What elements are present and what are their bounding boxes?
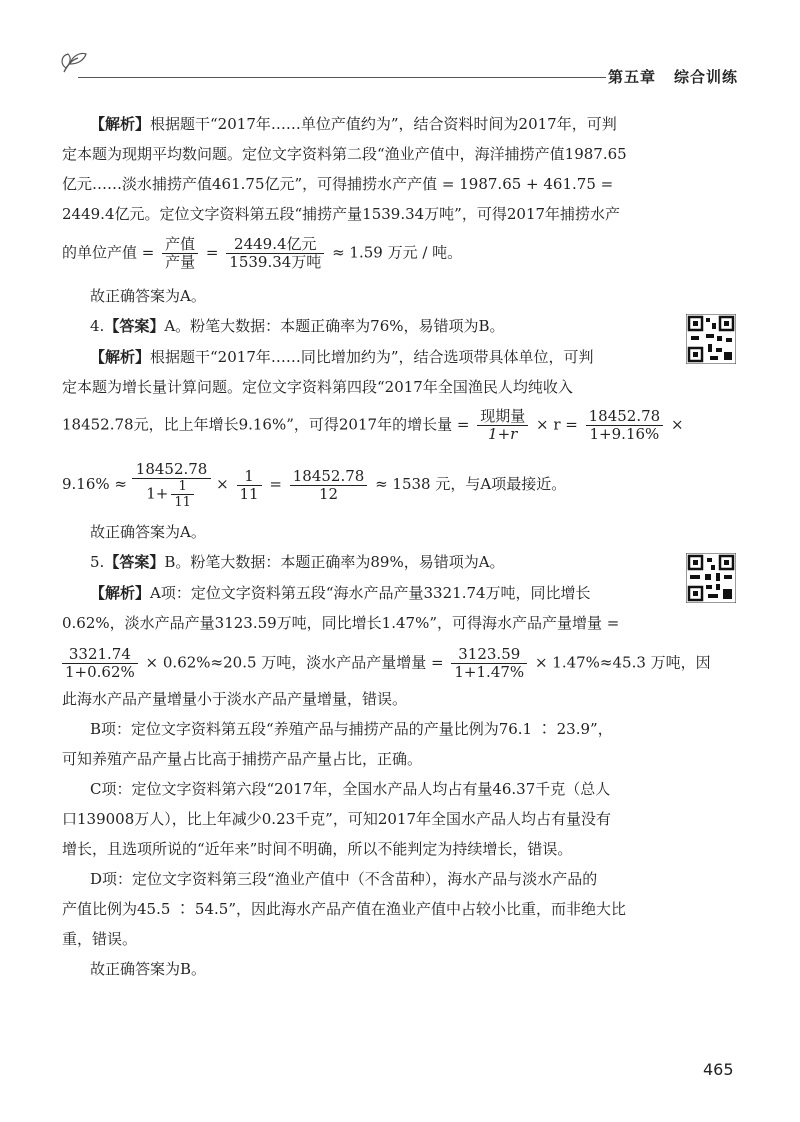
fraction: $\frac{18452.78}{1+9.16\%}$	[586, 408, 664, 443]
q3-analysis-line-1: 【解析】根据题干“2017年……单位产值约为”，结合资料时间为2017年，可判	[90, 115, 617, 133]
q4-analysis-line-1: 【解析】根据题干“2017年……同比增加约为”，结合选项带具体单位，可判	[90, 348, 594, 366]
qr-code-icon[interactable]	[686, 553, 736, 603]
chapter-number: 第五章	[608, 68, 657, 86]
analysis-tag: 【解析】	[90, 584, 151, 602]
q5-option-d-line-1: D项：定位文字资料第三段“渔业产值中（不含苗种），海水产品与淡水产品的	[90, 870, 598, 888]
q5-option-c-line-2: 口139008万人），比上年减少0.23千克”，可知2017年全国水产品人均占有量没有	[62, 810, 612, 828]
nested-fraction: 18452.78 1+ $\frac{1}{11}$	[132, 460, 212, 510]
fraction: $\frac{\text{产值}}{\text{产量}}$	[162, 236, 198, 271]
q4-formula-2: 9.16% ≈ 18452.78 1+ $\frac{1}{11}$ × $\frac{1}{11}$ = $\frac{18452.78}{12}$ ≈ 1538 元，与A项最接近。	[62, 460, 567, 510]
q5-option-c-line-1: C项：定位文字资料第六段“2017年，全国水产品人均占有量46.37千克（总人	[90, 780, 611, 798]
fraction: $\frac{3321.74}{1+0.62\%}$	[62, 646, 138, 681]
q4-formula-1: 18452.78元，比上年增长9.16%”，可得2017年的增长量 = $\frac{\text{现期量}}{1+r}$ × r = $\frac{18452.78}{1+9.16\%}$ ×	[62, 407, 684, 443]
chapter-header	[608, 66, 738, 87]
q5-option-d-line-3: 重，错误。	[62, 930, 138, 948]
q5-analysis-line-4: 此海水产品产量增量小于淡水产品产量增量，错误。	[62, 690, 408, 708]
fraction: $\frac{\text{2449.4亿元}}{\text{1539.34万吨}}$	[226, 236, 324, 271]
q3-conclusion: 故正确答案为A。	[90, 287, 206, 305]
fraction: $\frac{1}{11}$	[237, 468, 262, 503]
chapter-section: 综合训练	[674, 68, 739, 86]
q5-analysis-line-1: 【解析】A项：定位文字资料第五段“海水产品产量3321.74万吨，同比增长	[90, 584, 591, 602]
qr-code-icon[interactable]	[686, 314, 736, 364]
q4-answer: 4.【答案】A。粉笔大数据：本题正确率为76%，易错项为B。	[90, 317, 505, 335]
fraction: $\frac{3123.59}{1+1.47\%}$	[451, 646, 527, 681]
header-rule	[78, 77, 606, 78]
q3-analysis-line-3: 亿元……淡水捕捞产值461.75亿元”，可得捕捞水产产值 = 1987.65 + 461.75 =	[62, 175, 614, 193]
q5-answer: 5.【答案】B。粉笔大数据：本题正确率为89%，易错项为A。	[90, 553, 505, 571]
q5-option-c-line-3: 增长，且选项所说的“近年来”时间不明确，所以不能判定为持续增长，错误。	[62, 840, 573, 858]
q3-analysis-line-2: 定本题为现期平均数问题。定位文字资料第二段“渔业产值中，海洋捕捞产值1987.65	[62, 145, 627, 163]
q5-analysis-line-2: 0.62%，淡水产品产量3123.59万吨，同比增长1.47%”，可得海水产品产量增量 =	[62, 614, 620, 632]
q3-analysis-line-4: 2449.4亿元。定位文字资料第五段“捕捞产量1539.34万吨”，可得2017年捕捞水产	[62, 205, 621, 223]
fraction: $\frac{\text{现期量}}{1+r}$	[477, 408, 528, 443]
analysis-tag: 【解析】	[90, 348, 151, 366]
answer-tag: 【答案】	[104, 317, 165, 335]
fraction: $\frac{18452.78}{12}$	[290, 468, 368, 503]
answer-tag: 【答案】	[104, 553, 165, 571]
q5-conclusion: 故正确答案为B。	[90, 960, 207, 978]
q5-formula: $\frac{3321.74}{1+0.62\%}$ × 0.62%≈20.5 万吨，淡水产品产量增量 = $\frac{3123.59}{1+1.47\%}$ × 1.47%≈45.3 万吨，因	[62, 646, 711, 681]
q4-conclusion: 故正确答案为A。	[90, 523, 206, 541]
leaf-icon	[58, 46, 88, 76]
page-number: 465	[703, 1060, 734, 1079]
analysis-tag: 【解析】	[90, 115, 151, 133]
q4-analysis-line-2: 定本题为增长量计算问题。定位文字资料第四段“2017年全国渔民人均纯收入	[62, 378, 573, 396]
q3-formula: 的单位产值 = $\frac{\text{产值}}{\text{产量}}$ = $\frac{\text{2449.4亿元}}{\text{1539.34万吨}}$ ≈ 1.59 万元 / 吨。	[62, 235, 463, 271]
q5-option-b-line-1: B项：定位文字资料第五段“养殖产品与捕捞产品的产量比例为76.1 ∶ 23.9”，	[90, 720, 613, 738]
q5-option-d-line-2: 产值比例为45.5 ∶ 54.5”，因此海水产品产值在渔业产值中占较小比重，而非绝大比	[62, 900, 627, 918]
q5-option-b-line-2: 可知养殖产品产量占比高于捕捞产品产量占比，正确。	[62, 750, 423, 768]
